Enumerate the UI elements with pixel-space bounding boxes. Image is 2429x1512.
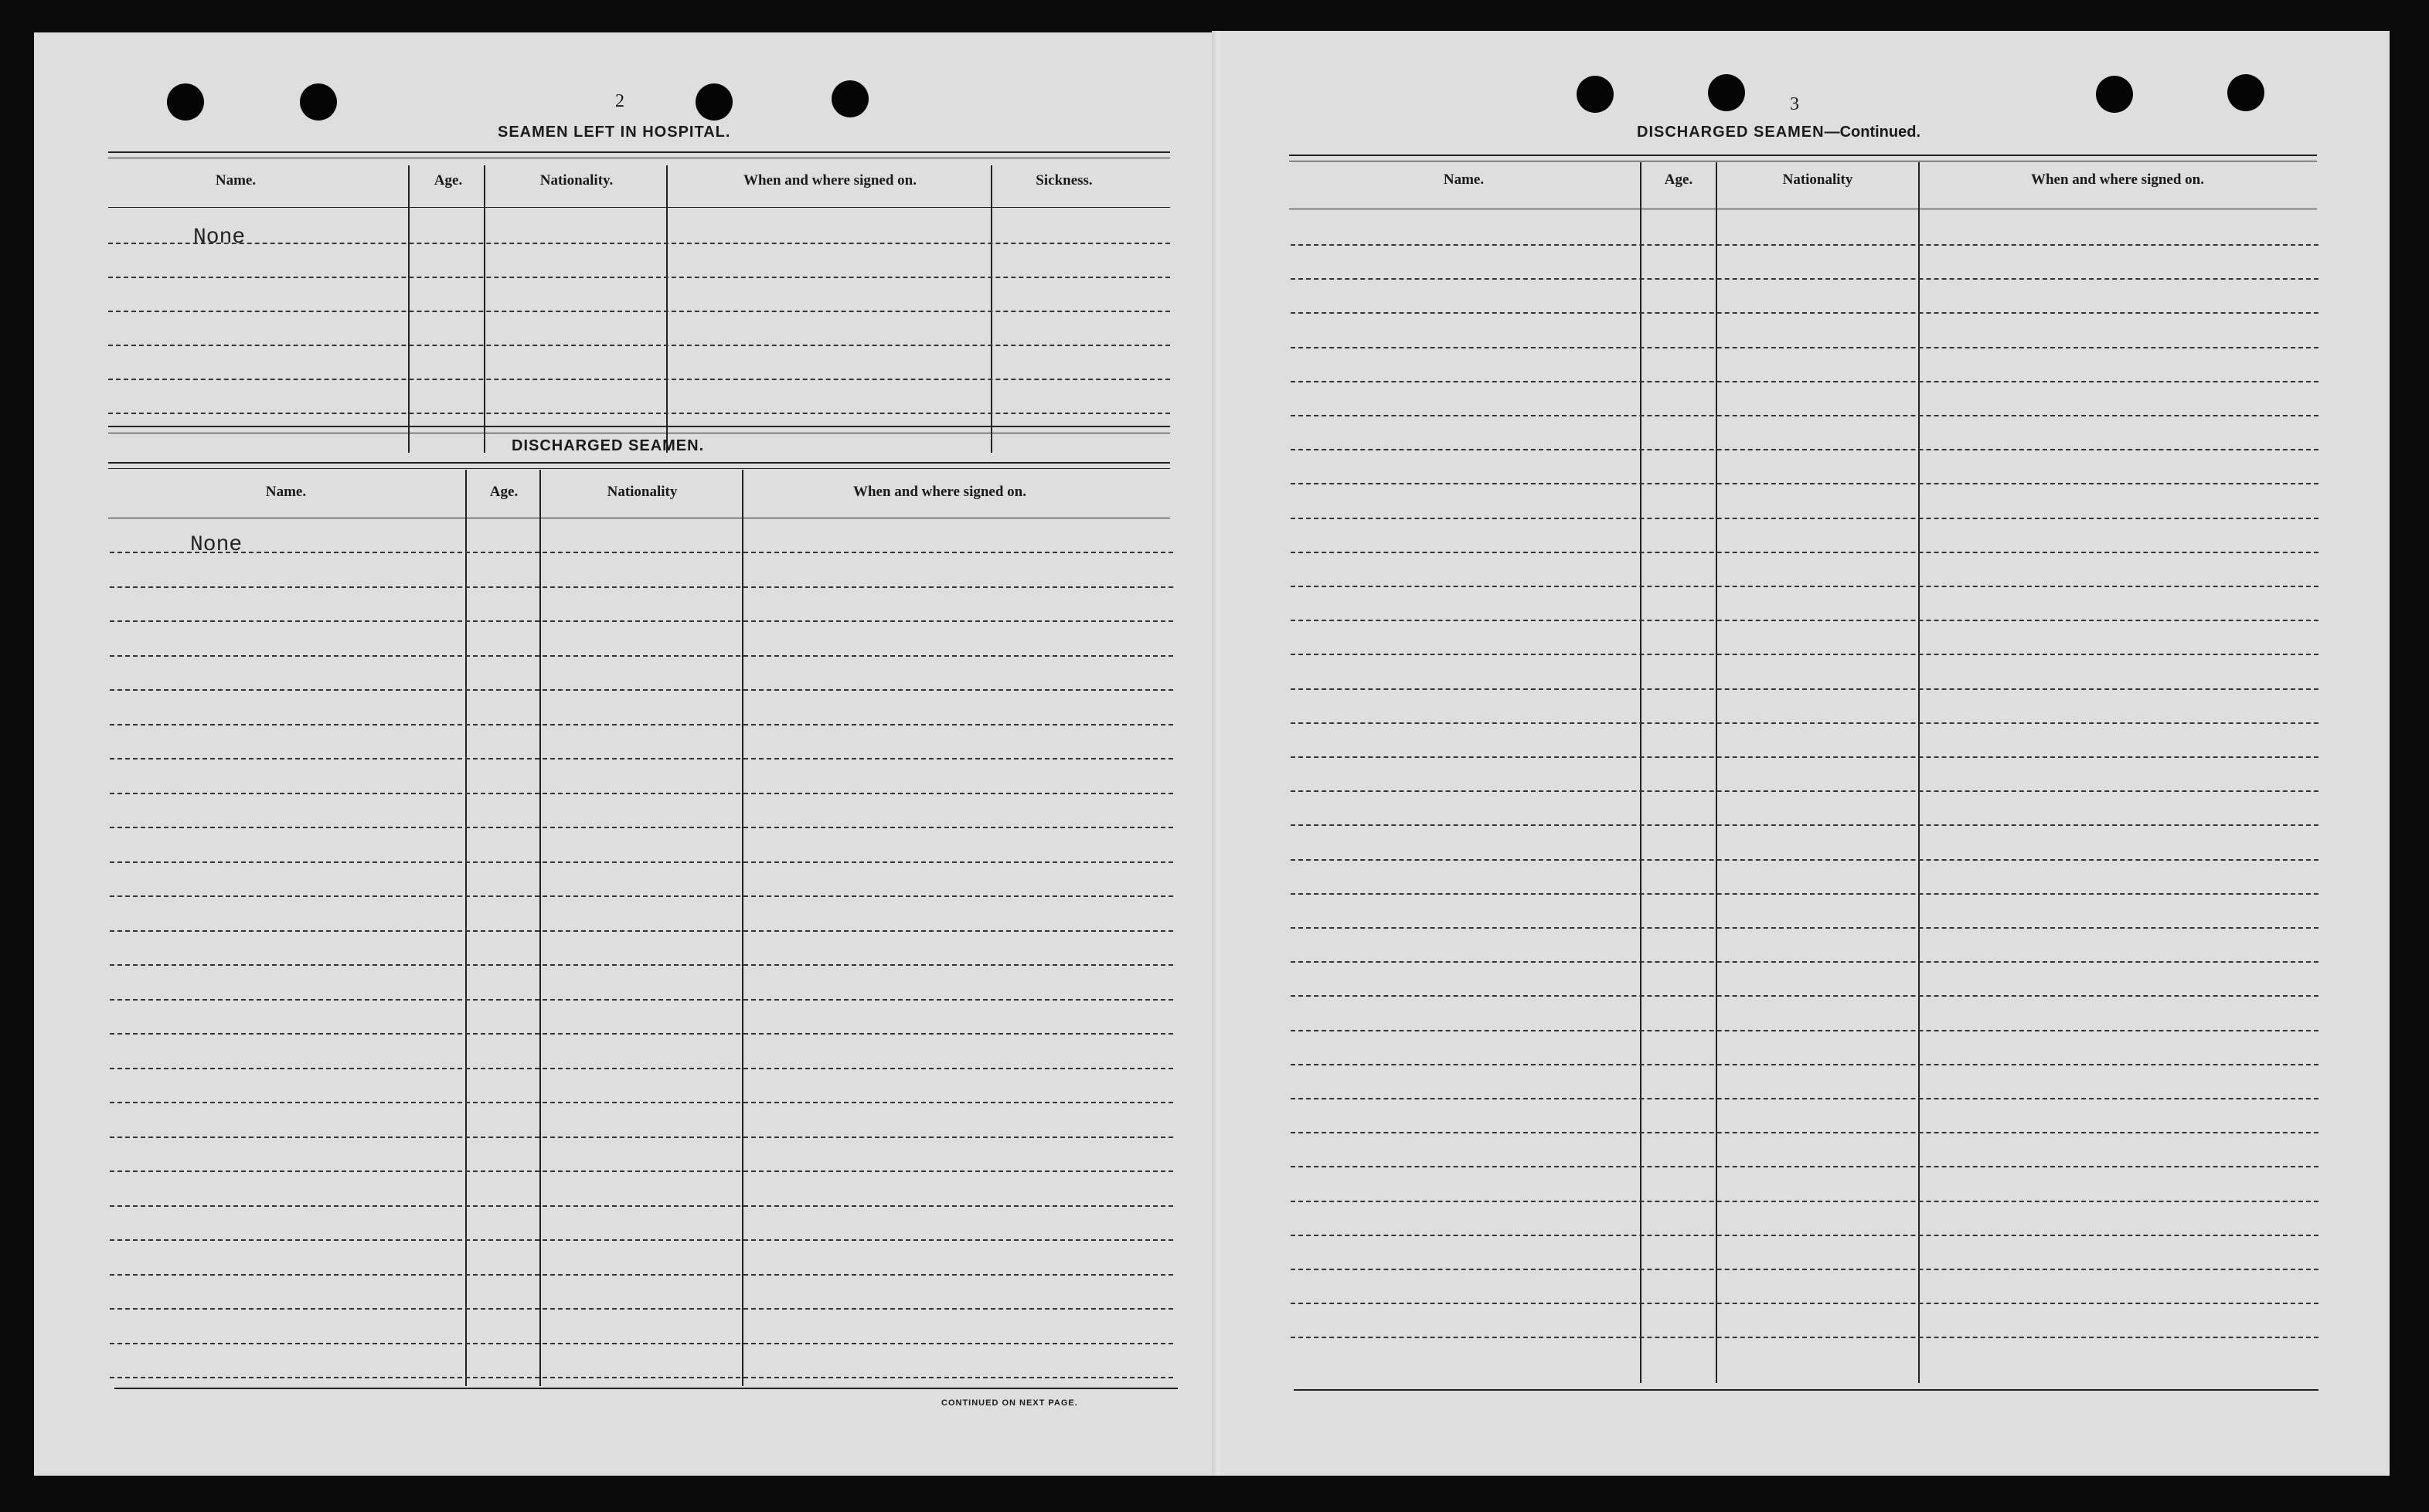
col-header-name: Name. <box>265 484 307 500</box>
col-header-signed-on: When and where signed on. <box>2030 172 2204 188</box>
ruled-line <box>110 827 1173 828</box>
punch-hole <box>696 83 733 121</box>
ruled-line <box>1291 1030 2318 1031</box>
continued-note: CONTINUED ON NEXT PAGE. <box>941 1398 1078 1408</box>
section-rule <box>108 426 1170 427</box>
ruled-line <box>1291 859 2318 861</box>
ruled-line <box>1291 688 2318 690</box>
punch-hole <box>1708 74 1745 111</box>
ruled-line <box>1291 1201 2318 1202</box>
col-header-name: Name. <box>215 172 257 189</box>
punch-hole <box>832 80 869 117</box>
ruled-line <box>110 1377 1173 1378</box>
handwritten-entry: None <box>190 533 243 557</box>
table-top-rule <box>108 462 1170 464</box>
ruled-line <box>1291 518 2318 519</box>
ruled-line <box>110 1102 1173 1103</box>
punch-hole <box>1577 76 1614 113</box>
col-header-nationality: Nationality. <box>539 172 614 189</box>
col-header-sickness: Sickness. <box>1036 172 1093 189</box>
column-divider <box>991 165 992 453</box>
col-header-name: Name. <box>1443 172 1485 188</box>
ruled-line <box>108 345 1170 346</box>
ruled-line <box>110 964 1173 966</box>
ruled-line <box>108 413 1170 414</box>
handwritten-entry: None <box>193 226 246 250</box>
ruled-line <box>1291 244 2318 246</box>
ruled-line <box>110 1239 1173 1241</box>
ruled-line <box>110 1137 1173 1138</box>
column-divider <box>742 470 743 1386</box>
ruled-line <box>1291 1235 2318 1236</box>
ruled-line <box>1291 1303 2318 1304</box>
bottom-rule <box>114 1388 1178 1389</box>
ruled-line <box>1291 586 2318 587</box>
column-divider <box>666 165 668 453</box>
ruled-line <box>1291 483 2318 484</box>
ruled-line <box>1291 1098 2318 1099</box>
punch-hole <box>2227 74 2264 111</box>
table-top-rule <box>108 151 1170 153</box>
ruled-line <box>110 1308 1173 1310</box>
ruled-line <box>110 930 1173 932</box>
ruled-line <box>1291 312 2318 314</box>
ruled-line <box>110 1033 1173 1035</box>
ruled-line <box>1291 756 2318 758</box>
title-main: DISCHARGED SEAMEN <box>1637 124 1825 141</box>
ruled-line <box>1291 824 2318 826</box>
col-header-age: Age. <box>1664 172 1693 188</box>
discharged-section-title: DISCHARGED SEAMEN. <box>512 437 705 454</box>
column-divider <box>465 470 467 1386</box>
punch-hole <box>2096 76 2133 113</box>
header-rule <box>108 207 1170 208</box>
table-top-rule <box>108 468 1170 469</box>
ruled-line <box>110 1274 1173 1276</box>
ruled-line <box>108 277 1170 278</box>
ruled-line <box>1291 1064 2318 1065</box>
ruled-line <box>110 1343 1173 1344</box>
ruled-line <box>1291 790 2318 792</box>
ruled-line <box>110 1171 1173 1172</box>
ruled-line <box>1291 893 2318 895</box>
ruled-line <box>108 243 1170 244</box>
ruled-line <box>1291 1337 2318 1338</box>
ruled-line <box>110 758 1173 759</box>
ruled-line <box>1291 961 2318 963</box>
bottom-rule <box>1294 1389 2318 1391</box>
ruled-line <box>1291 415 2318 416</box>
col-header-signed-on: When and where signed on. <box>852 484 1026 500</box>
ruled-line <box>110 689 1173 691</box>
ruled-line <box>1291 722 2318 724</box>
ruled-line <box>110 895 1173 897</box>
column-divider <box>484 165 485 453</box>
ruled-line <box>1291 1166 2318 1167</box>
ruled-line <box>110 552 1173 553</box>
ruled-line <box>108 379 1170 380</box>
ruled-line <box>110 655 1173 657</box>
discharged-continued-title <box>1637 124 1920 141</box>
col-header-signed-on: When and where signed on. <box>743 172 917 189</box>
page-number: 3 <box>1790 94 1799 114</box>
col-header-age: Age. <box>434 172 463 189</box>
right-page <box>1221 31 2390 1476</box>
ruled-line <box>1291 552 2318 553</box>
title-suffix: —Continued. <box>1824 124 1921 141</box>
ruled-line <box>110 999 1173 1001</box>
ruled-line <box>108 311 1170 312</box>
ruled-line <box>1291 1132 2318 1133</box>
col-header-nationality: Nationality <box>1782 172 1853 188</box>
ruled-line <box>1291 927 2318 929</box>
ruled-line <box>1291 1269 2318 1270</box>
ruled-line <box>110 620 1173 622</box>
ruled-line <box>1291 381 2318 382</box>
page-number: 2 <box>615 91 624 111</box>
table-top-rule <box>1289 155 2317 156</box>
punch-hole <box>300 83 337 121</box>
ruled-line <box>110 586 1173 588</box>
ruled-line <box>110 861 1173 863</box>
col-header-nationality: Nationality <box>607 484 678 500</box>
column-divider <box>408 165 410 453</box>
ruled-line <box>1291 449 2318 450</box>
ruled-line <box>110 1205 1173 1207</box>
ruled-line <box>1291 347 2318 348</box>
ruled-line <box>1291 620 2318 621</box>
ruled-line <box>110 724 1173 725</box>
ruled-line <box>110 1068 1173 1069</box>
col-header-age: Age. <box>489 484 519 500</box>
ruled-line <box>1291 654 2318 655</box>
hospital-section-title: SEAMEN LEFT IN HOSPITAL. <box>498 124 731 141</box>
column-divider <box>539 470 541 1386</box>
left-page <box>34 32 1216 1476</box>
punch-hole <box>167 83 204 121</box>
ruled-line <box>1291 278 2318 280</box>
ruled-line <box>110 793 1173 794</box>
ruled-line <box>1291 995 2318 997</box>
